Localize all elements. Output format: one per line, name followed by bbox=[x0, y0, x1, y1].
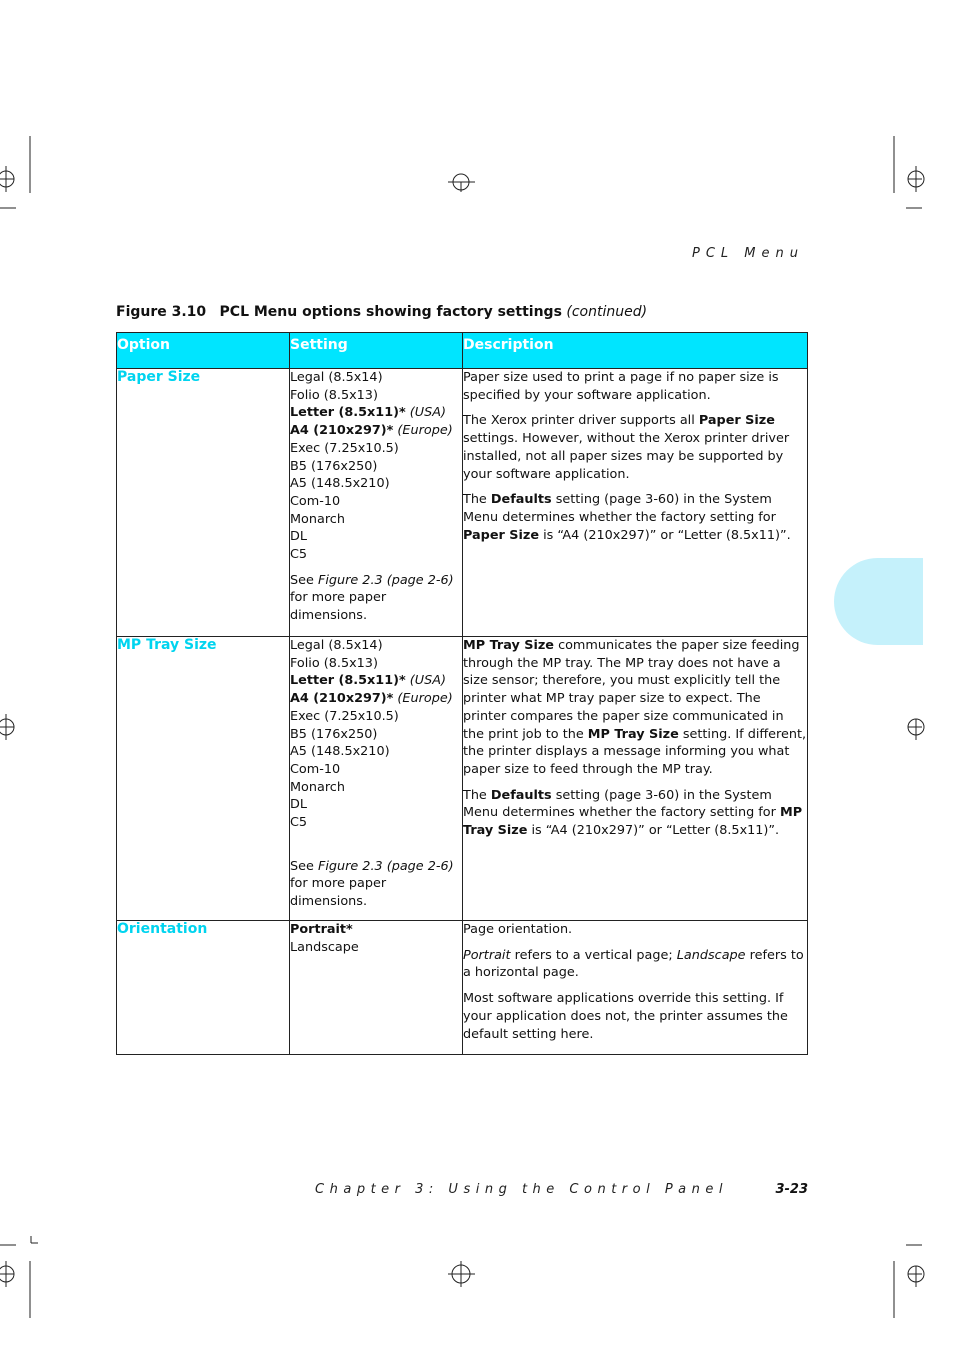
setting-default: Letter (8.5x11)* bbox=[290, 673, 406, 689]
see-reference bbox=[290, 572, 462, 590]
description bbox=[463, 637, 808, 921]
option-name: Orientation bbox=[117, 921, 290, 1055]
description bbox=[463, 369, 808, 637]
text-run-bold: Paper Size bbox=[463, 527, 540, 543]
see-text: dimensions. bbox=[290, 894, 368, 910]
setting-item: Monarch bbox=[290, 511, 345, 527]
setting-region: (Europe) bbox=[397, 691, 453, 707]
figure-label: Figure 3.10 bbox=[116, 304, 207, 320]
running-header: PCL Menu bbox=[692, 246, 804, 261]
text-run-bold: Paper Size bbox=[698, 413, 775, 429]
setting-item: C5 bbox=[290, 815, 308, 831]
description-paragraph bbox=[463, 947, 807, 982]
setting-region: (Europe) bbox=[397, 423, 453, 439]
text-run-bold: MP Tray Size bbox=[463, 638, 554, 653]
text-run: settings. However, without the Xerox printer driver installed, not all paper sizes may be supported by your software application. bbox=[463, 431, 790, 482]
setting-region: (USA) bbox=[409, 673, 446, 689]
setting-item bbox=[290, 672, 462, 690]
table-row bbox=[117, 637, 808, 921]
setting-item: DL bbox=[290, 797, 307, 813]
figure-reference: Figure 2.3 (page 2-6) bbox=[317, 572, 454, 588]
see-prefix: See bbox=[290, 572, 314, 588]
description-paragraph: Page orientation. bbox=[463, 922, 573, 937]
setting-item: Com-10 bbox=[290, 493, 341, 509]
setting-item bbox=[290, 422, 462, 440]
setting-default: Portrait* bbox=[290, 922, 353, 937]
setting-item: B5 (176x250) bbox=[290, 726, 378, 742]
text-run-bold: Defaults bbox=[490, 492, 552, 508]
page-number: 3-23 bbox=[775, 1182, 808, 1197]
text-run-italic: Portrait bbox=[463, 947, 511, 963]
column-header-option: Option bbox=[117, 333, 290, 369]
column-header-description: Description bbox=[463, 333, 808, 369]
see-text: for more paper bbox=[290, 876, 387, 892]
setting-default: A4 (210x297)* bbox=[290, 691, 394, 707]
text-run: setting (page 3-60) in the System Menu determines whether the factory setting for bbox=[463, 492, 776, 525]
description-paragraph bbox=[463, 787, 807, 840]
setting-item bbox=[290, 921, 462, 939]
setting-item: Folio (8.5x13) bbox=[290, 655, 378, 671]
description-paragraph: Paper size used to print a page if no paper size is specified by your software application. bbox=[463, 370, 779, 403]
option-name: MP Tray Size bbox=[117, 637, 290, 921]
text-run-bold: MP Tray Size bbox=[463, 805, 803, 839]
table-header-row bbox=[117, 333, 808, 369]
text-run: communicates the paper size feeding through the MP tray. The MP tray does not have a size sensor; therefore, you must explicitly tell the printer what MP tray paper size to expect. The printer compares the paper size communicated in the print job to the bbox=[463, 638, 800, 742]
description-paragraph: Most software applications override this setting. If your application does not, the printer assumes the default setting here. bbox=[463, 991, 788, 1042]
setting-item: Monarch bbox=[290, 779, 345, 795]
setting-item: Folio (8.5x13) bbox=[290, 387, 378, 403]
setting-region: (USA) bbox=[409, 405, 446, 421]
see-text: dimensions. bbox=[290, 608, 368, 624]
setting-item bbox=[290, 404, 462, 422]
see-reference bbox=[290, 858, 462, 876]
text-run-italic: Landscape bbox=[676, 947, 746, 963]
pcl-menu-table bbox=[116, 332, 808, 1055]
text-run: The bbox=[463, 492, 487, 508]
figure-title: PCL Menu options showing factory settings bbox=[219, 304, 562, 320]
table-row bbox=[117, 369, 808, 637]
table-row bbox=[117, 921, 808, 1055]
text-run: is “A4 (210x297)” or “Letter (8.5x11)”. bbox=[531, 823, 780, 839]
see-prefix: See bbox=[290, 858, 314, 874]
setting-item: B5 (176x250) bbox=[290, 458, 378, 474]
setting-item: Com-10 bbox=[290, 761, 341, 777]
see-text: for more paper bbox=[290, 590, 387, 606]
setting-item: Landscape bbox=[290, 939, 359, 955]
figure-reference: Figure 2.3 (page 2-6) bbox=[317, 858, 454, 874]
setting-item: Exec (7.25x10.5) bbox=[290, 440, 399, 456]
text-run: The Xerox printer driver supports all bbox=[463, 413, 695, 429]
text-run: setting (page 3-60) in the System Menu determines whether the factory setting for bbox=[463, 787, 776, 821]
setting-item: Exec (7.25x10.5) bbox=[290, 708, 399, 724]
description-paragraph bbox=[463, 412, 807, 483]
text-run: The bbox=[463, 787, 487, 803]
description-paragraph bbox=[463, 637, 807, 779]
text-run: refers to a horizontal page. bbox=[463, 947, 804, 981]
text-run-bold: Defaults bbox=[490, 787, 552, 803]
description bbox=[463, 921, 808, 1055]
figure-note: (continued) bbox=[566, 304, 648, 320]
text-run: is “A4 (210x297)” or “Letter (8.5x11)”. bbox=[543, 527, 791, 543]
setting-default: A4 (210x297)* bbox=[290, 423, 394, 439]
setting-item: Legal (8.5x14) bbox=[290, 370, 383, 385]
setting-default: Letter (8.5x11)* bbox=[290, 405, 406, 421]
option-name: Paper Size bbox=[117, 369, 290, 637]
setting-item: A5 (148.5x210) bbox=[290, 744, 390, 760]
setting-item bbox=[290, 690, 462, 708]
setting-item: A5 (148.5x210) bbox=[290, 476, 390, 492]
text-run: setting. If different, the printer displays a message informing you what paper size to feed through the MP tray. bbox=[463, 726, 807, 777]
setting-list bbox=[290, 637, 463, 921]
setting-list bbox=[290, 369, 463, 637]
figure-caption bbox=[116, 304, 647, 320]
setting-list bbox=[290, 921, 463, 1055]
setting-item: C5 bbox=[290, 547, 308, 563]
setting-item: Legal (8.5x14) bbox=[290, 638, 383, 653]
text-run: refers to a vertical page; bbox=[514, 947, 673, 963]
column-header-setting: Setting bbox=[290, 333, 463, 369]
description-paragraph bbox=[463, 491, 807, 544]
text-run-bold: MP Tray Size bbox=[587, 726, 679, 742]
setting-item: DL bbox=[290, 529, 307, 545]
footer-chapter-title: Chapter 3: Using the Control Panel bbox=[315, 1182, 728, 1197]
chapter-side-tab bbox=[834, 558, 923, 645]
